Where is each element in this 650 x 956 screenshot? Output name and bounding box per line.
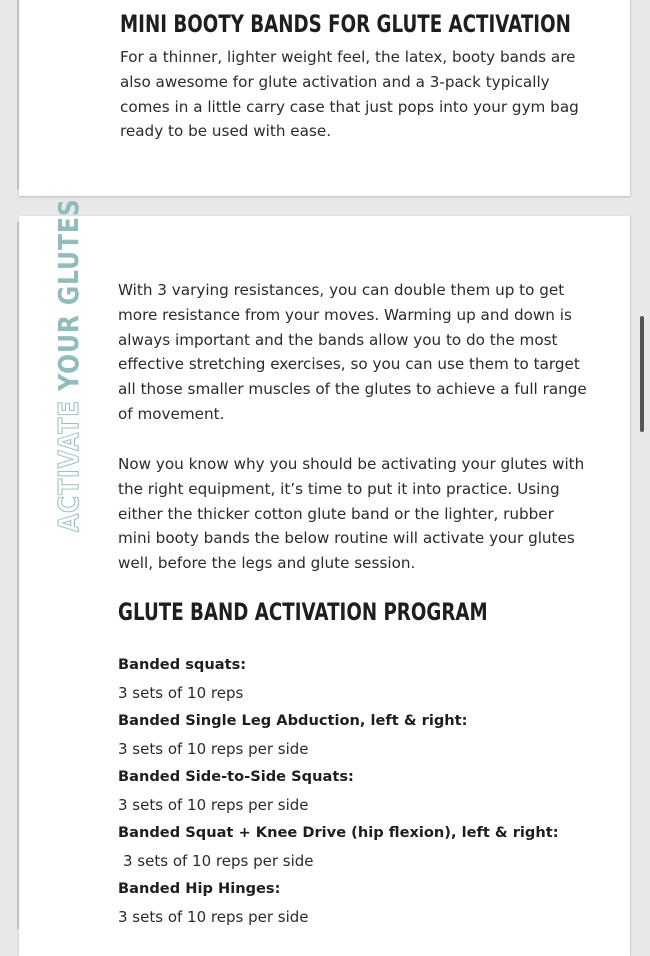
exercise-name: Banded Squat + Knee Drive (hip flexion), left & right: [118, 824, 559, 841]
content-card-activate [19, 216, 630, 956]
program-list [118, 651, 618, 931]
paragraph-mini-bands: For a thinner, lighter weight feel, the latex, booty bands are also awesome for glute activation and a 3-pack typically comes in a little carry case that just pops into your gym bag ready to be used with ease. [120, 48, 579, 141]
section-heading-mini-bands: MINI BOOTY BANDS FOR GLUTE ACTIVATION [120, 10, 571, 38]
program-item [118, 707, 618, 763]
scrollbar-thumb[interactable] [640, 316, 644, 432]
program-item [118, 763, 618, 819]
exercise-name: Banded Hip Hinges: [118, 880, 281, 897]
content-card-mini-bands [19, 0, 630, 196]
exercise-name: Banded squats: [118, 656, 247, 673]
exercise-reps: 3 sets of 10 reps per side [123, 852, 314, 870]
exercise-name: Banded Side-to-Side Squats: [118, 768, 354, 785]
paragraph-now-you-know: Now you know why you should be activating your glutes with the right equipment, it’s time to put it into practice. Using either the thicker cotton glute band or the lighter, rubber mini booty bands the below routine will activate your glutes well, before the legs and glute session. [118, 455, 585, 573]
vertical-label-solid: YOUR GLUTES [52, 198, 85, 391]
program-item [118, 875, 618, 931]
paragraph-resistances: With 3 varying resistances, you can double them up to get more resistance from your moves. Warming up and down is always important and the bands allow you to do the most effective stretching exercises, so you can use them to target all those smaller muscles of the glutes to achieve a full range of movement. [118, 281, 587, 423]
program-item [118, 651, 618, 707]
exercise-reps: 3 sets of 10 reps per side [118, 796, 309, 814]
exercise-name: Banded Single Leg Abduction, left & right: [118, 712, 468, 729]
vertical-section-label [52, 135, 85, 532]
vertical-label-outline: ACTIVATE [52, 399, 85, 532]
exercise-reps: 3 sets of 10 reps per side [118, 740, 309, 758]
section-heading-program: GLUTE BAND ACTIVATION PROGRAM [118, 598, 488, 626]
exercise-reps: 3 sets of 10 reps [118, 684, 244, 702]
exercise-reps: 3 sets of 10 reps per side [118, 908, 309, 926]
program-item [118, 819, 618, 875]
